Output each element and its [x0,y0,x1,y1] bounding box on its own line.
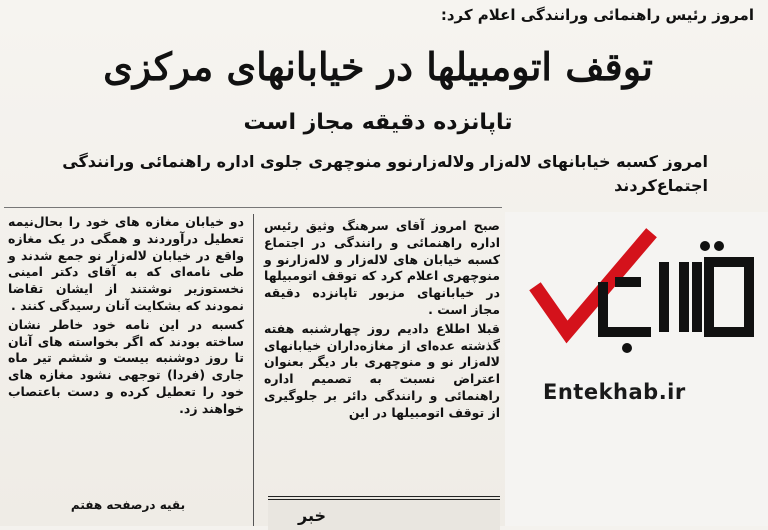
next-article-box [268,496,500,530]
article-deck: امروز کسبه خیابانهای لاله‌زار ولاله‌زارنوو منوچهری جلوی اداره راهنمائی ورانندگی اجتماع‌کردند [62,152,708,195]
article-column-left [8,214,244,420]
continued-note: بقیه درصفحه هفتم [70,498,186,512]
next-article-fragment: خبر [298,506,327,525]
paragraph: دو خیابان مغازه های خود را بحال‌نیمه تعطیل درآوردند و همگی در یک مغازه واقع در خیابان لاله‌زار نو جمع شدند و طی نامه‌ای که به آقای دکتر امینی نخستوزیر نوشتند از ایشان تقاضا نمودند که بشکایت آنان رسیدگی کنند . [8,214,244,313]
header-divider [4,207,502,208]
article-column-right [264,218,500,424]
watermark-url: Entekhab.ir [543,380,686,404]
paragraph: قبلا اطلاع دادیم روز چهارشنبه هفته گذشته عده‌ای از مغازه‌داران خیابانهای لاله‌زار نو و منوچهری بار دیگر بعنوان اعتراض نسبت به تصمیم اداره راهنمائی و رانندگی دائر بر جلوگیری از توقف اتومبیلها در این [264,320,500,420]
article-kicker: امروز رئیس راهنمائی ورانندگی اعلام کرد: [440,6,754,24]
paragraph: کسبه در این نامه خود خاطر نشان ساخته بودند که اگر بخواسته های آنان تا روز دوشنبه بیست و ششم تیر ماه جاری (فردا) توجهی نشود مغازه های خود را تعطیل کرده و دست باعتصاب خواهند زد. [8,316,244,416]
article-headline: توقف اتومبیلها در خیابانهای مرکزی [103,44,653,89]
entekhab-logo-icon [519,222,755,362]
article-subhead: تاپانزده دقیقه مجاز است [243,110,513,135]
column-divider [253,214,254,526]
watermark-panel [505,212,768,526]
paragraph: صبح امروز آقای سرهنگ وثیق رئیس اداره راهنمائی و رانندگی در اجتماع کسبه خیابان های لاله‌زار و لاله‌زارنو و منوچهری اعلام کرد که توقف اتومبیلها در خیابانهای مزبور تاپانزده دقیقه مجاز است . [264,218,500,317]
